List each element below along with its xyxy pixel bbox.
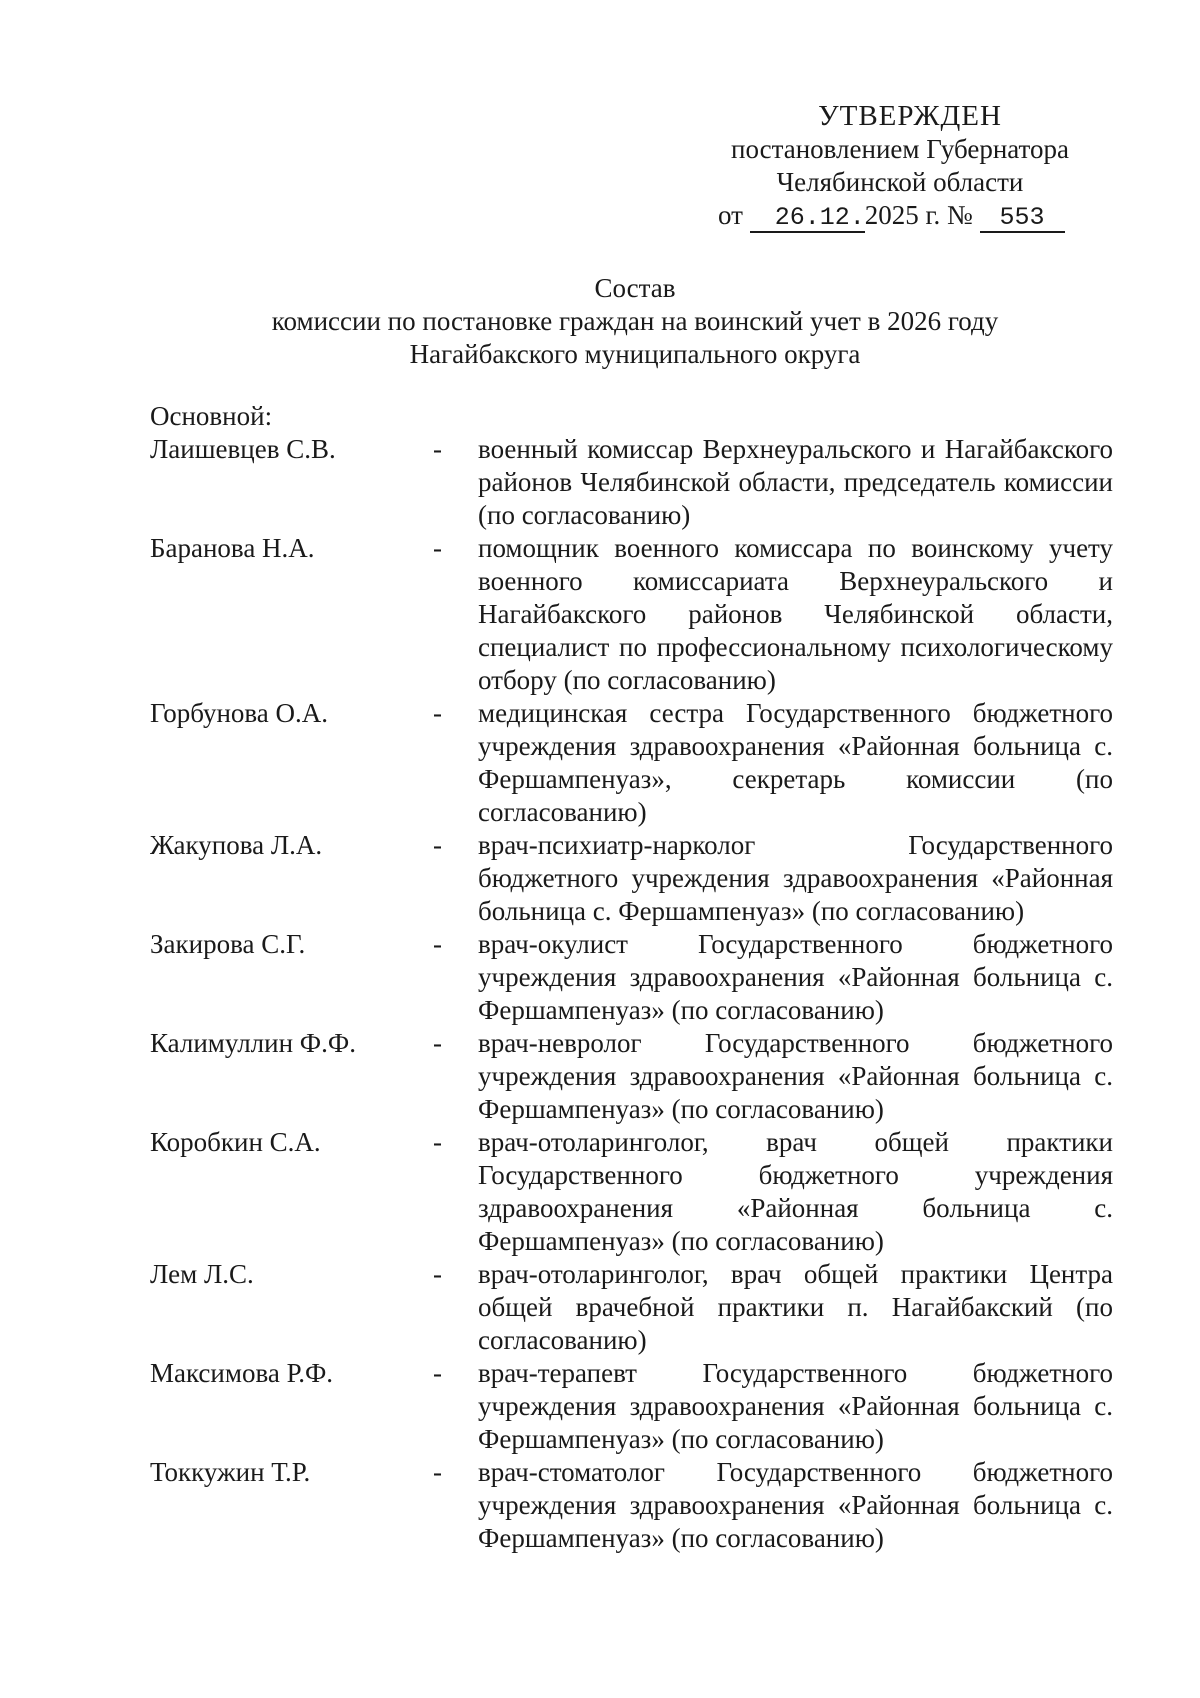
member-dash: -: [433, 830, 442, 860]
member-dash: -: [433, 698, 442, 728]
title-line-3: Нагайбакского муниципального округа: [409, 339, 861, 369]
member-row: [150, 1456, 1120, 1555]
member-row: [150, 433, 1120, 532]
member-name: Калимуллин Ф.Ф.: [150, 1028, 356, 1058]
date-prefix: от: [718, 200, 743, 230]
approval-line-1: постановлением Губернатора: [731, 134, 1069, 164]
member-row: [150, 1126, 1120, 1258]
member-description: врач-стоматолог Государственного бюджетного учреждения здравоохранения «Районная больница с. Фершампенуаз» (по согласованию): [478, 1457, 1113, 1553]
member-dash: -: [433, 929, 442, 959]
member-name: Жакупова Л.А.: [150, 830, 323, 860]
member-description: врач-терапевт Государственного бюджетного учреждения здравоохранения «Районная больница с. Фершампенуаз» (по согласованию): [478, 1358, 1113, 1454]
approval-block: [700, 100, 1100, 233]
member-description: военный комиссар Верхнеуральского и Нагайбакского районов Челябинской области, председатель комиссии (по согласованию): [478, 434, 1113, 530]
member-dash: -: [433, 533, 442, 563]
approval-title: УТВЕРЖДЕН: [818, 100, 1002, 132]
member-row: [150, 532, 1120, 697]
member-row: [150, 928, 1120, 1027]
member-description: врач-невролог Государственного бюджетного учреждения здравоохранения «Районная больница с. Фершампенуаз» (по согласованию): [478, 1028, 1113, 1124]
document-number: 553: [980, 204, 1065, 233]
member-description: врач-отоларинголог, врач общей практики Центра общей врачебной практики п. Нагайбакский (по согласованию): [478, 1259, 1113, 1355]
document-title: [150, 272, 1120, 371]
member-dash: -: [433, 1028, 442, 1058]
member-name: Горбунова О.А.: [150, 698, 329, 728]
member-name: Закирова С.Г.: [150, 929, 306, 959]
approval-line-2: Челябинской области: [776, 167, 1024, 197]
section-label: Основной:: [150, 401, 273, 431]
member-row: [150, 1258, 1120, 1357]
member-description: помощник военного комиссара по воинскому учету военного комиссариата Верхнеуральского и Нагайбакского районов Челябинской области, специалист по профессиональному психологическому отбору (по согласованию): [478, 533, 1113, 695]
member-rows: [150, 433, 1120, 1555]
member-row: [150, 697, 1120, 829]
member-description: медицинская сестра Государственного бюджетного учреждения здравоохранения «Районная больница с. Фершампенуаз», секретарь комиссии (по согласованию): [478, 698, 1113, 827]
member-name: Лаишевцев С.В.: [150, 434, 336, 464]
member-dash: -: [433, 1127, 442, 1157]
member-description: врач-отоларинголог, врач общей практики Государственного бюджетного учреждения здравоохранения «Районная больница с. Фершампенуаз» (по согласованию): [478, 1127, 1113, 1256]
date-value: 26.12.: [750, 204, 865, 233]
member-row: [150, 1357, 1120, 1456]
member-dash: -: [433, 434, 442, 464]
title-line-2: комиссии по постановке граждан на воинский учет в 2026 году: [271, 306, 999, 336]
member-dash: -: [433, 1457, 442, 1487]
member-name: Баранова Н.А.: [150, 533, 315, 563]
member-name: Лем Л.С.: [150, 1259, 254, 1289]
member-description: врач-окулист Государственного бюджетного учреждения здравоохранения «Районная больница с. Фершампенуаз» (по согласованию): [478, 929, 1113, 1025]
member-row: [150, 1027, 1120, 1126]
member-row: [150, 829, 1120, 928]
member-name: Максимова Р.Ф.: [150, 1358, 334, 1388]
member-dash: -: [433, 1259, 442, 1289]
member-dash: -: [433, 1358, 442, 1388]
members-list: [150, 400, 1120, 1555]
member-name: Коробкин С.А.: [150, 1127, 321, 1157]
approval-date-line: [700, 199, 1100, 233]
title-line-1: Состав: [594, 273, 676, 303]
member-description: врач-психиатр-нарколог Государственного бюджетного учреждения здравоохранения «Районная больница с. Фершампенуаз» (по согласованию): [478, 830, 1113, 926]
member-name: Токкужин Т.Р.: [150, 1457, 311, 1487]
date-year: 2025 г. №: [864, 200, 973, 230]
